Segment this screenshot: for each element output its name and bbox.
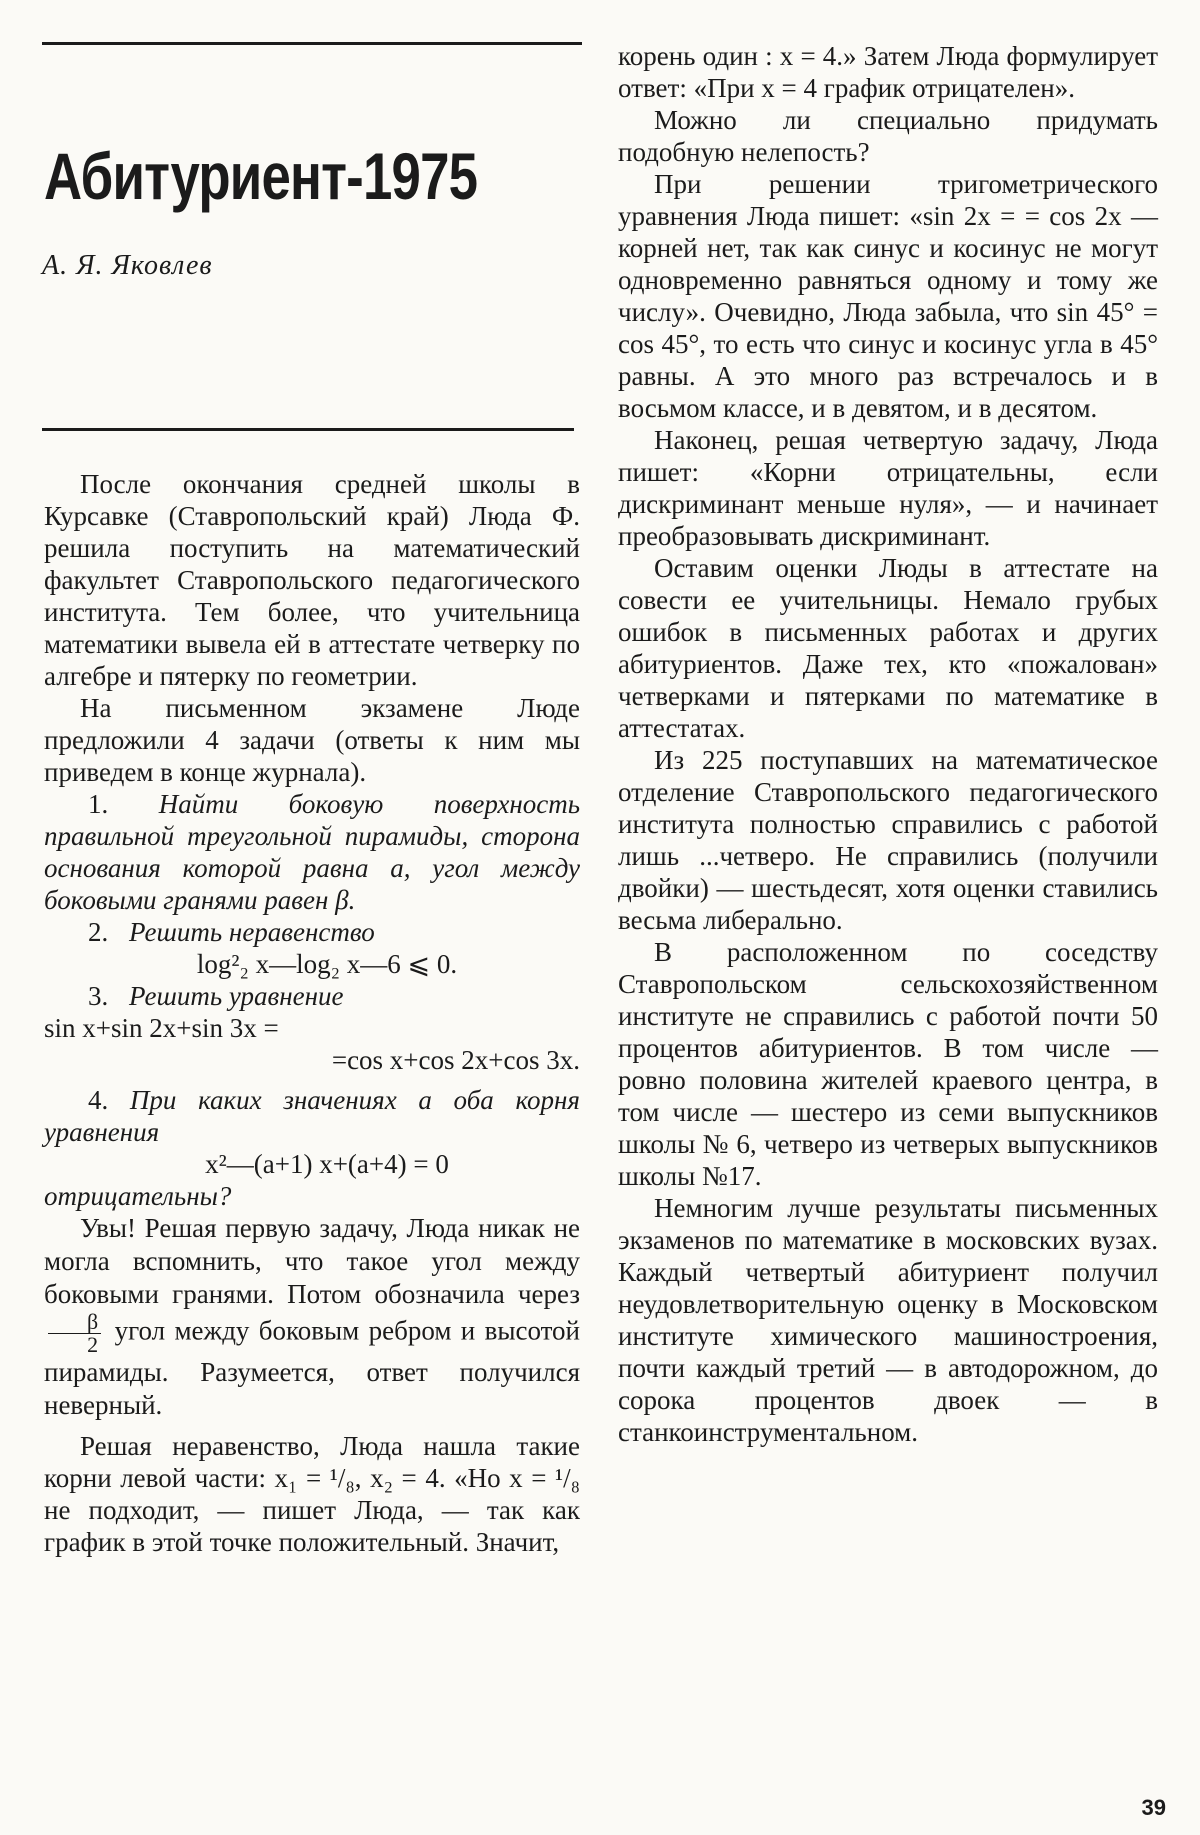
- paragraph-grades: Оставим оценки Люды в аттестате на совести ее учительницы. Немало грубых ошибок в письменных работах и других абитуриентов. Даже тех, кто «пожалован» четверками и пятерками по математике в аттестатах.: [618, 553, 1158, 743]
- task-4-formula: x²—(a+1) x+(a+4) = 0: [205, 1149, 449, 1179]
- paragraph-moscow: Немногим лучше результаты письменных экзаменов по математике в московских вузах. Каждый четвертый абитуриент получил неудовлетворительную оценку в Московском институте химического машиностроения, почти каждый третий — в автодорожном, до сорока процентов двоек — в станкоинструментальном.: [618, 1193, 1158, 1447]
- article-author: А. Я. Яковлев: [42, 250, 213, 281]
- task-3-number: 3.: [88, 981, 109, 1011]
- paragraph-stavropol: Из 225 поступавших на математическое отделение Ставропольского педагогического института полностью справились с работой лишь ...четверо. Не справились (получили двойки) — шестьдесят, хотя оценки ставились весьма либерально.: [618, 745, 1158, 935]
- fraction-numerator: β: [48, 1311, 101, 1334]
- task-1-text: Найти боковую поверхность правильной треугольной пирамиды, сторона основания которой равна a, угол между боковыми гранями равен β.: [44, 789, 581, 915]
- right-column: [618, 40, 1158, 1448]
- fraction-denominator: 2: [87, 1332, 99, 1357]
- task-2: [44, 916, 580, 948]
- task-3-text: Решить уравнение: [129, 981, 344, 1011]
- task-4-tail: отрицательны?: [44, 1181, 232, 1211]
- task-3-formula-line-2: =cos x+cos 2x+cos 3x.: [331, 1045, 580, 1075]
- task-3-formula-line-1: sin x+sin 2x+sin 3x =: [44, 1013, 279, 1043]
- task-3: [44, 980, 580, 1012]
- top-rule: [42, 42, 582, 45]
- exam-paragraph: На письменном экзамене Люде предложили 4 задачи (ответы к ним мы приведем в конце журнала).: [44, 693, 580, 787]
- paragraph-fourth-task: Наконец, решая четвертую задачу, Люда пишет: «Корни отрицательны, если дискриминант меньше нуля», — и начинает преобразовывать дискриминант.: [618, 425, 1158, 551]
- paragraph-trig: При решении тригометрического уравнения Люда пишет: «sin 2x = = cos 2x — корней нет, так как синус и косинус не могут одновременно равняться одному и тому же числу». Очевидно, Люда забыла, что sin 45° = cos 45°, то есть что синус и косинус угла в 45° равны. А это много раз встречалось и в восьмом классе, и в девятом, и в десятом.: [618, 169, 1158, 423]
- intro-paragraph: После окончания средней школы в Курсавке (Ставропольский край) Люда Ф. решила поступить на математический факультет Ставропольского педагогического института. Тем более, что учительница математики вывела ей в аттестате четверку по алгебре и пятерку по геометрии.: [44, 469, 580, 691]
- paragraph-agricultural: В расположенном по соседству Ставропольском сельскохозяйственном институте не справились с работой почти 50 процентов абитуриентов. В том числе — ровно половина жителей краевого центра, в том числе — шестеро из семи выпускников школы № 6, четверо из четверых выпускников школы №17.: [618, 937, 1158, 1191]
- task-1: [44, 788, 580, 916]
- task-4-number: 4.: [88, 1085, 109, 1115]
- left-column: [44, 468, 580, 1558]
- task-2-number: 2.: [88, 917, 109, 947]
- paragraph-first-task-start: Увы! Решая первую задачу, Люда никак не могла вспомнить, что такое угол между боковыми гранями. Потом обозначила через: [44, 1213, 580, 1309]
- paragraph-nonsense: Можно ли специально придумать подобную нелепость?: [618, 105, 1158, 167]
- task-4: [44, 1084, 580, 1148]
- paragraph-first-task: [44, 1212, 580, 1422]
- paragraph-inequality: Решая неравенство, Люда нашла такие корни левой части: x₁ = ¹/₈, x₂ = 4. «Но x = ¹/₈ не подходит, — пишет Люда, — так как график в этой точке положительный. Значит,: [44, 1431, 580, 1557]
- page-number: 39: [1141, 1795, 1166, 1820]
- task-4-text: При каких значениях a оба корня уравнения: [44, 1085, 580, 1147]
- task-2-formula: log²₂ x—log₂ x—6 ⩽ 0.: [196, 949, 458, 979]
- article-title: Абитуриент-1975: [44, 139, 478, 213]
- continued-paragraph: корень один : x = 4.» Затем Люда формулирует ответ: «При x = 4 график отрицателен».: [618, 41, 1158, 103]
- bottom-rule: [42, 428, 574, 431]
- task-2-text: Решить неравенство: [129, 917, 375, 947]
- task-1-number: 1.: [88, 789, 109, 819]
- beta-half-fraction: [48, 1311, 101, 1356]
- paragraph-first-task-end: угол между боковым ребром и высотой пирамиды. Разумеется, ответ получился неверный.: [44, 1315, 581, 1420]
